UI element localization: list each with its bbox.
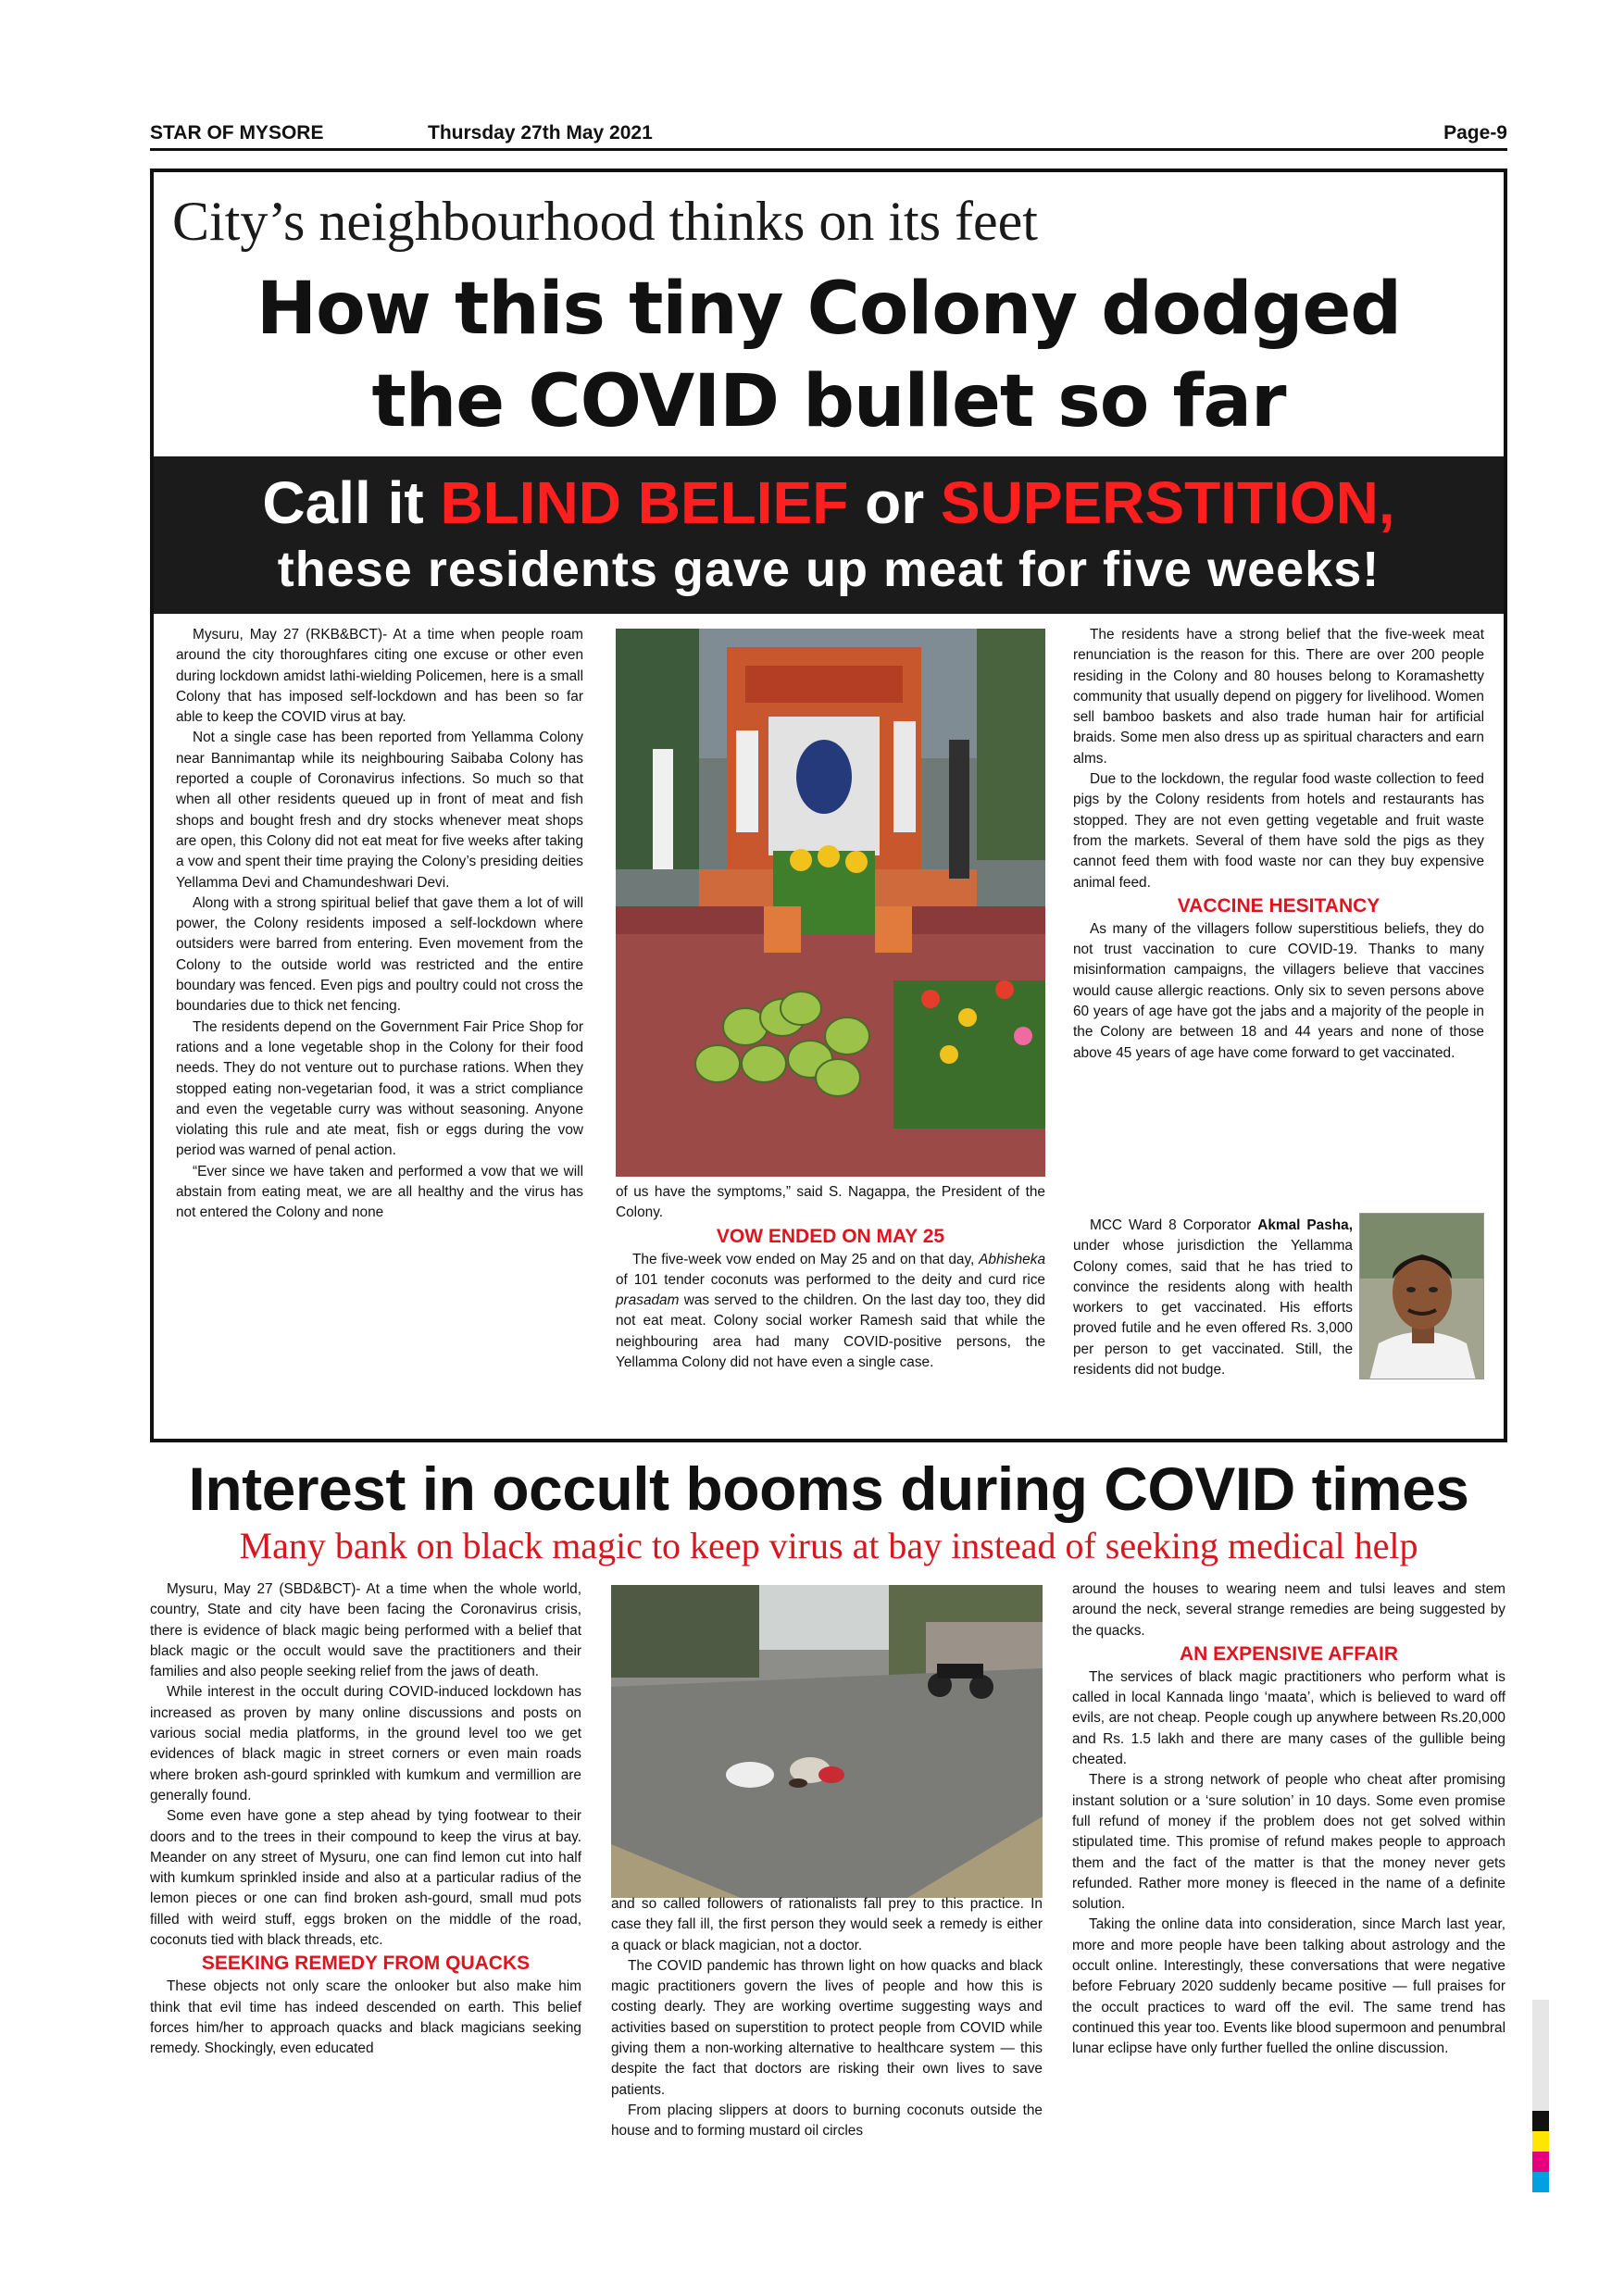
- registration-cyan: [1532, 2172, 1549, 2192]
- text-run: MCC Ward 8 Corporator: [1090, 1217, 1258, 1233]
- paragraph: From placing slippers at doors to burning coconuts outside the house and to forming mustard oil circles: [611, 2102, 1043, 2140]
- corporator-portrait: [1359, 1213, 1484, 1379]
- story2-column-1: [150, 1579, 581, 2060]
- story1-column-2: [616, 1182, 1045, 1373]
- paragraph: of us have the symptoms,” said S. Nagappa, the President of the Colony.: [616, 1184, 1045, 1221]
- subhead-seeking-remedy: SEEKING REMEDY FROM QUACKS: [201, 1953, 531, 1975]
- paragraph: These objects not only scare the onlooker but also make him think that evil time has indeed descended on earth. This belief forces him/her to approach quacks and black magicians seeking remedy. Shockingly, even educated: [150, 1978, 581, 2057]
- story1-subhead-band: [154, 456, 1504, 614]
- band-line2: these residents gave up meat for five weeks!: [277, 542, 1380, 597]
- band-text-blind-belief: BLIND BELIEF: [440, 469, 849, 536]
- paragraph: Taking the online data into consideration, since March last year, more and more people have been talking about astrology and the occult online. Interestingly, these conversations that were negative before February 2020 suddenly became positive — full praises for the occult practices to ward off the evil. The same trend has continued this year too. Events like blood supermoon and penumbral lunar eclipse have only further fuelled the online discussion.: [1072, 1916, 1505, 2057]
- subhead-vaccine-hesitancy: VACCINE HESITANCY: [1177, 894, 1380, 917]
- story2-headline: Interest in occult booms during COVID times: [188, 1454, 1469, 1523]
- text-run: under whose jurisdiction the Yellamma Colony comes, said that he has tried to convince the residents along with health workers to get vaccinated. His efforts proved futile and he even offered Rs. 3,000 per person to get vaccinated. Still, the residents did not budge.: [1073, 1238, 1353, 1379]
- story2-column-3: [1072, 1579, 1505, 2060]
- paragraph: The residents depend on the Government Fair Price Shop for rations and a lone vegetable shop in the Colony for their food needs. They do not venture out to purchase rations. When they stopped eating non-vegetarian food, it was a strict compliance and even the vegetable curry was without seasoning. Anyone violating this rule and ate meat, fish or eggs during the vow period was warned of penal action.: [176, 1018, 583, 1159]
- text-run: of 101 tender coconuts was performed to the deity and curd rice: [616, 1271, 1045, 1288]
- road-photo-image: [611, 1585, 1043, 1898]
- story1-column-1: [176, 625, 583, 1224]
- paragraph: around the houses to wearing neem and tulsi leaves and stem around the neck, several strange remedies are being suggested by the quacks.: [1072, 1581, 1505, 1639]
- band-text-superstition: SUPERSTITION,: [940, 469, 1395, 536]
- paragraph: As many of the villagers follow superstitious beliefs, they do not trust vaccination to cure COVID-19. Thanks to many misinformation campaigns, the villagers believe that vaccines would cause allergic reactions. Only six to seven persons above 60 years of age have got the jabs and a majority of the people in the Colony are between 18 and 44 years and none of those above 45 years of age have come forward to get vaccinated.: [1073, 920, 1484, 1061]
- paragraph: Some even have gone a step ahead by tying footwear to their doors and to the trees in their compound to keep the virus at bay. Meander on any street of Mysuru, one can find lemon cut into half with kumkum sprinkled inside and also at a particular radius of the lemon pieces or one can find broken ash-gourd, small mud pots filled with weird stuff, eggs broken on the middle of the road, coconuts tied with black threads, etc.: [150, 1808, 581, 1949]
- masthead: [150, 122, 1507, 144]
- paragraph: Along with a strong spiritual belief that gave them a lot of will power, the Colony residents imposed a self-lockdown where outsiders were barred from entering. Even movement from the Colony to the outside world was restricted and the entire boundary was fenced. Even pigs and poultry could not cross the boundaries due to thick net fencing.: [176, 894, 583, 1015]
- story1-box: [150, 168, 1507, 1442]
- paragraph: and so called followers of rationalists fall prey to this practice. In case they fall ill, the first person they would seek a remedy is either a quack or black magician, not a doctor.: [611, 1896, 1043, 1953]
- story1-column-3: [1073, 625, 1484, 1064]
- temple-photo-image: [616, 629, 1045, 1177]
- paper-name: STAR OF MYSORE: [150, 122, 324, 144]
- paragraph: Not a single case has been reported from Yellamma Colony near Bannimantap while its neighbouring Saibaba Colony has reported a couple of Coronavirus infections. So much so that when all other residents queued up in front of meat and fish shops and bought fresh and dry stocks whenever meat shops are open, this Colony did not eat meat for five weeks after taking a vow and spent their time praying the Colony’s presiding deities Yellamma Devi and Chamundeshwari Devi.: [176, 730, 583, 891]
- portrait-image: [1360, 1214, 1484, 1379]
- paragraph: There is a strong network of people who cheat after promising instant solution or a ‘sure solution’ in 10 days. Some even promise full refund of money if the problem does not get solved within stipulated time. This promise of refund makes people to approach them and the fact of the matter is that the money never gets refunded. Rather more money is fleeced in the name of a definite solution.: [1072, 1772, 1505, 1913]
- page-number: Page-9: [1443, 122, 1507, 144]
- story1-kicker: City’s neighbourhood thinks on its feet: [172, 191, 1038, 252]
- story1-column-3b: [1073, 1216, 1353, 1380]
- story1-headline: [154, 263, 1504, 448]
- subhead-expensive-affair: AN EXPENSIVE AFFAIR: [1179, 1642, 1399, 1665]
- registration-yellow: [1532, 2131, 1549, 2152]
- subhead-vow-ended: VOW ENDED ON MAY 25: [716, 1225, 945, 1247]
- temple-photo: [616, 629, 1045, 1177]
- band-line1: [154, 456, 1504, 540]
- story1-headline-line2: the COVID bullet so far: [371, 360, 1286, 443]
- text-run: The five-week vow ended on May 25 and on that day,: [632, 1251, 980, 1267]
- paragraph: The residents have a strong belief that the five-week meat renunciation is the reason for this. There are over 200 people residing in the Colony and 80 houses belong to Koramashetty community that usually depend on piggery for livelihood. Women sell bamboo baskets and also trade human hair for artificial braids. Some men also dress up as spiritual characters and earn alms.: [1073, 627, 1484, 767]
- story1-headline-line1: How this tiny Colony dodged: [256, 268, 1402, 351]
- masthead-rule: [150, 148, 1507, 151]
- paragraph: Mysuru, May 27 (SBD&BCT)- At a time when the whole world, country, State and city have been facing the Coronavirus crisis, there is evidence of black magic being performed with a belief that black magic or the occult would save the practitioners and their families and also people seeking relief from the jaws of death.: [150, 1581, 581, 1680]
- story2-column-2: [611, 1894, 1043, 2142]
- registration-black: [1532, 2111, 1549, 2131]
- paragraph: [1073, 1216, 1353, 1380]
- paragraph: The services of black magic practitioners who perform what is called in local Kannada lingo ‘maata’, which is believed to ward off evils, are not cheap. People cough up anywhere between Rs.20,000 and Rs. 1.5 lakh and there are many cases of the gullible being cheated.: [1072, 1668, 1505, 1768]
- paragraph: While interest in the occult during COVID-induced lockdown has increased as proven by many online discussions and posts on various social media platforms, in the ground level too we get evidences of black magic in street corners or even main roads where broken ash-gourd sprinkled with kumkum and vermillion are generally found.: [150, 1684, 581, 1803]
- issue-date: Thursday 27th May 2021: [428, 122, 653, 144]
- corporator-name: Akmal Pasha,: [1257, 1217, 1353, 1233]
- text-italic: prasadam: [616, 1292, 680, 1309]
- paragraph: [616, 1250, 1045, 1374]
- story2-deck: Many bank on black magic to keep virus at bay instead of seeking medical help: [239, 1525, 1418, 1566]
- text-run: was served to the children. On the last day too, they did not eat meat. Colony social worker Ramesh said that while the neighbouring area had many COVID-positive persons, the Yellamma Colony did not have even a single case.: [616, 1292, 1045, 1371]
- band-text-or: or: [848, 469, 941, 536]
- text-italic: Abhisheka: [979, 1251, 1045, 1267]
- road-photo: [611, 1585, 1043, 1898]
- paragraph: The COVID pandemic has thrown light on how quacks and black magic practitioners govern the lives of people and how this is costing dearly. They are working overtime suggesting ways and activities based on superstition to protect people from COVID while giving them a non-working alternative to healthcare system — this despite the fact that doctors are risking their own lives to save patients.: [611, 1957, 1043, 2098]
- paragraph: Mysuru, May 27 (RKB&BCT)- At a time when people roam around the city thoroughfares citing one excuse or other even during lockdown amidst lathi-wielding Policemen, here is a small Colony that has imposed self-lockdown and has been so far able to keep the COVID virus at bay.: [176, 627, 583, 726]
- registration-magenta: [1532, 2152, 1549, 2172]
- band-text-a: Call it: [262, 469, 441, 536]
- paragraph: “Ever since we have taken and performed a vow that we will abstain from eating meat, we are all healthy and the virus has not entered the Colony and none: [176, 1163, 583, 1221]
- registration-grey-bar: [1532, 2000, 1549, 2111]
- paragraph: Due to the lockdown, the regular food waste collection to feed pigs by the Colony residents from hotels and restaurants has stopped. They are not even getting vegetable and fruit waste from the markets. Several of them have sold the pigs as they cannot feed them with food waste nor can they buy expensive animal feed.: [1073, 771, 1484, 891]
